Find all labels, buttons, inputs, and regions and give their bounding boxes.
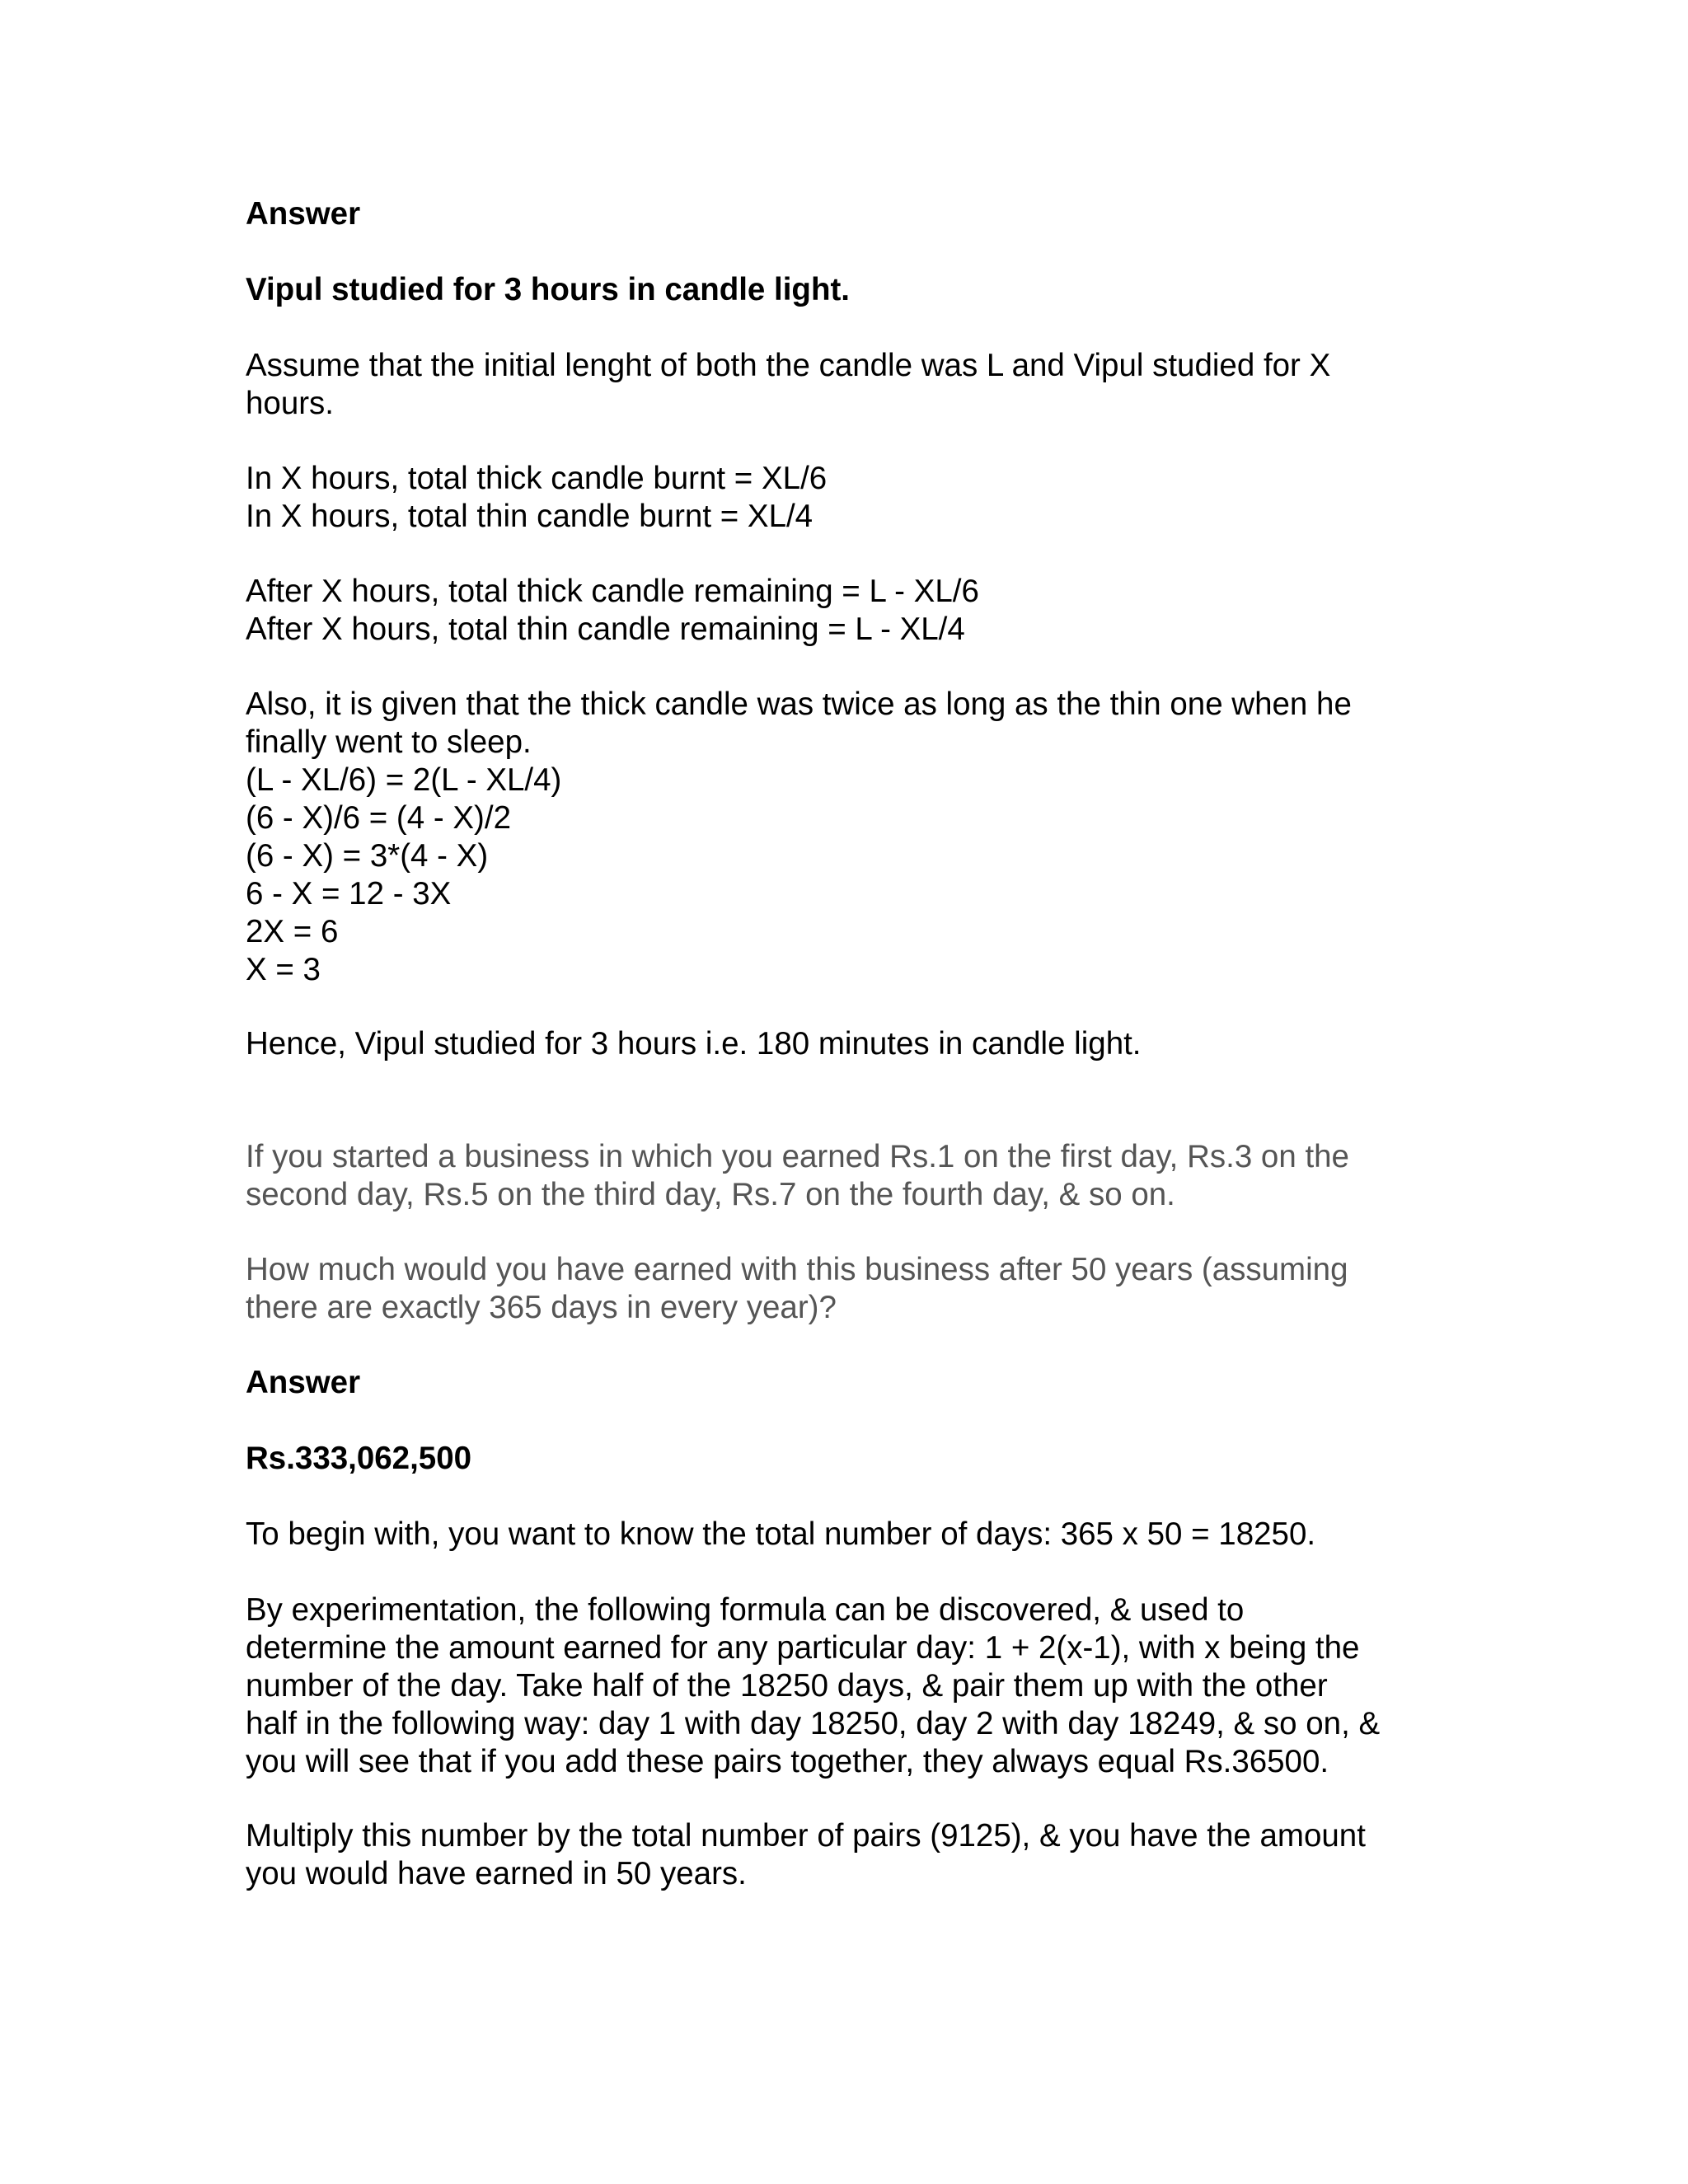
- equation-line: X = 3: [246, 952, 321, 987]
- days-calculation: To begin with, you want to know the total number of days: 365 x 50 = 18250.: [246, 1516, 1316, 1552]
- question-paragraph-1: [246, 1138, 1449, 1214]
- text-line: By experimentation, the following formula can be discovered, & used to: [246, 1592, 1245, 1628]
- text-line: number of the day. Take half of the 18250 days, & pair them up with the other: [246, 1668, 1328, 1704]
- text-line: Also, it is given that the thick candle was twice as long as the thin one when he: [246, 687, 1352, 722]
- equation-line: 6 - X = 12 - 3X: [246, 876, 452, 912]
- text-line: finally went to sleep.: [246, 724, 532, 760]
- answer-heading-1: Answer: [246, 196, 361, 232]
- answer-statement-1: Vipul studied for 3 hours in candle light.: [246, 272, 850, 307]
- equation-line: (6 - X) = 3*(4 - X): [246, 838, 489, 874]
- equation-line: (L - XL/6) = 2(L - XL/4): [246, 762, 562, 798]
- text-line: hours.: [246, 386, 335, 421]
- text-line: you will see that if you add these pairs together, they always equal Rs.36500.: [246, 1744, 1329, 1779]
- remaining-paragraph: [246, 573, 1449, 649]
- text-line: After X hours, total thin candle remaining = L - XL/4: [246, 612, 965, 647]
- text-line: How much would you have earned with this business after 50 years (assuming: [246, 1252, 1348, 1287]
- text-line: Multiply this number by the total number of pairs (9125), & you have the amount: [246, 1818, 1366, 1854]
- text-line: there are exactly 365 days in every year)?: [246, 1290, 837, 1325]
- text-line: In X hours, total thick candle burnt = XL/6: [246, 461, 828, 496]
- text-line: determine the amount earned for any particular day: 1 + 2(x-1), with x being the: [246, 1630, 1360, 1666]
- text-line: you would have earned in 50 years.: [246, 1856, 747, 1891]
- equation-line: 2X = 6: [246, 914, 339, 949]
- question-paragraph-2: [246, 1251, 1449, 1327]
- text-line: Assume that the initial lenght of both the candle was L and Vipul studied for X: [246, 348, 1331, 383]
- assumption-paragraph: [246, 347, 1449, 423]
- final-paragraph: [246, 1817, 1449, 1893]
- text-line: After X hours, total thick candle remaining = L - XL/6: [246, 574, 979, 609]
- text-line: If you started a business in which you earned Rs.1 on the first day, Rs.3 on the: [246, 1139, 1349, 1174]
- answer-heading-2: Answer: [246, 1365, 361, 1400]
- text-line: In X hours, total thin candle burnt = XL/4: [246, 499, 814, 534]
- equation-line: (6 - X)/6 = (4 - X)/2: [246, 800, 511, 836]
- text-line: half in the following way: day 1 with day 18250, day 2 with day 18249, & so on, &: [246, 1706, 1381, 1741]
- burnt-paragraph: [246, 460, 1449, 536]
- text-line: second day, Rs.5 on the third day, Rs.7 on the fourth day, & so on.: [246, 1177, 1175, 1212]
- explanation-paragraph: [246, 1591, 1449, 1781]
- conclusion-paragraph: Hence, Vipul studied for 3 hours i.e. 180 minutes in candle light.: [246, 1026, 1142, 1062]
- answer-statement-2: Rs.333,062,500: [246, 1441, 472, 1476]
- derivation-paragraph: [246, 686, 1449, 989]
